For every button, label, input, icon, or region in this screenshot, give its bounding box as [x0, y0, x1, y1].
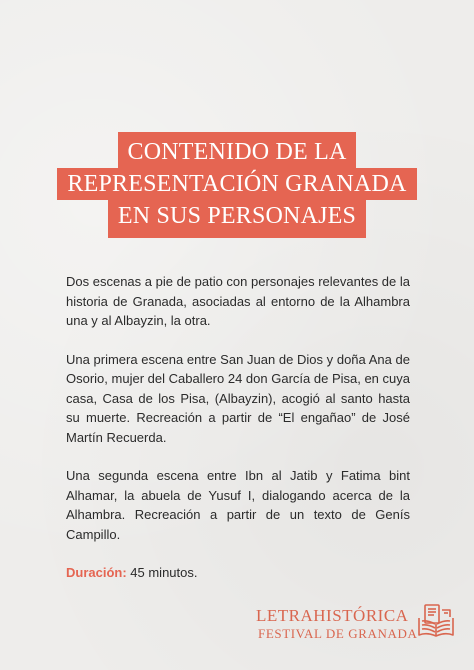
paragraph-3: Una segunda escena entre Ibn al Jatib y Fatima bint Alhamar, la abuela de Yusuf I, dialogando acerca de la Alhambra. Recreación a partir de un texto de Genís Campillo.	[66, 468, 410, 542]
title-line-3: EN SUS PERSONAJES	[108, 200, 366, 238]
section-title	[0, 132, 474, 238]
duration-label: Duración:	[66, 565, 127, 580]
title-line-1: CONTENIDO DE LA	[118, 132, 357, 168]
footer-brand	[256, 606, 456, 646]
duration-line	[66, 563, 410, 583]
open-book-icon	[415, 602, 457, 642]
paragraph-2: Una primera escena entre San Juan de Dios y doña Ana de Osorio, mujer del Caballero 24 don García de Pisa, en cuya casa, Casa de los Pisa, (Albayzin), acogió al santo hasta su muerte. Recreación a partir de “El engañao” de José Martín Recuerda.	[66, 351, 410, 445]
brand-subtitle: FESTIVAL DE GRANADA	[258, 626, 418, 641]
title-line-2: REPRESENTACIÓN GRANADA	[57, 168, 416, 200]
description-body	[66, 272, 410, 602]
brand-name: LETRAHISTÓRICA	[256, 606, 409, 625]
paragraph-1: Dos escenas a pie de patio con personajes relevantes de la historia de Granada, asociadas al entorno de la Alhambra una y al Albayzin, la otra.	[66, 274, 410, 328]
duration-value: 45 minutos.	[126, 565, 198, 580]
